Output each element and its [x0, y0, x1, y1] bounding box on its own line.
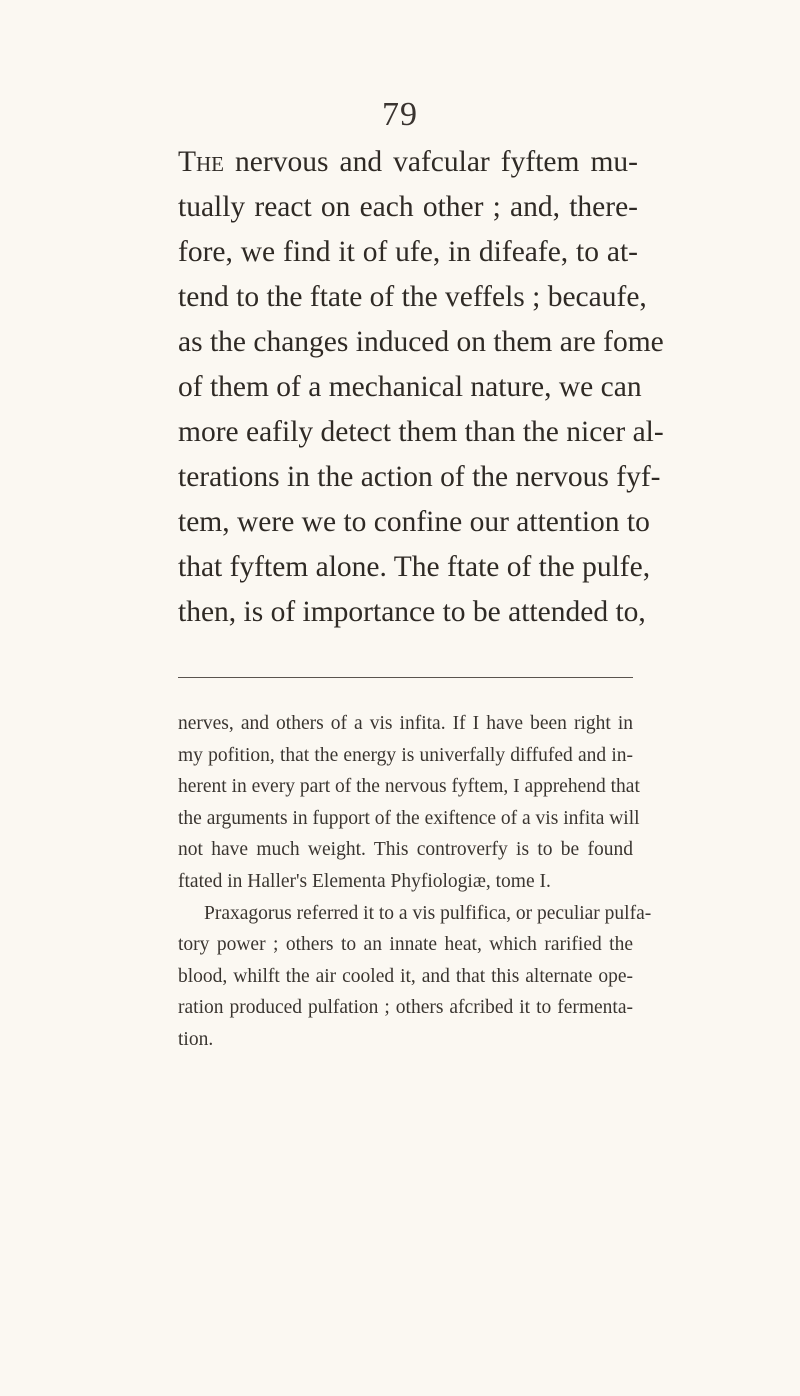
footnote-line: ration produced pulfation ; others afcribed it to fermenta-	[178, 997, 633, 1019]
body-line: that fyftem alone. The ftate of the pulfe,	[178, 551, 651, 583]
body-line: more eafily detect them than the nicer al-	[178, 416, 664, 448]
footnote-line: tory power ; others to an innate heat, which rarified the	[178, 934, 633, 956]
footnote-line: ftated in Haller's Elementa Phyfiologiæ, tome I.	[178, 870, 551, 892]
footnote-line: herent in every part of the nervous fyftem, I apprehend that	[178, 776, 640, 798]
footnote-line: tion.	[178, 1028, 214, 1050]
body-line: of them of a mechanical nature, we can	[178, 371, 642, 403]
body-line: tem, were we to confine our attention to	[178, 506, 650, 538]
footnote-line: my pofition, that the energy is univerfally diffufed and in-	[178, 744, 633, 766]
footnote-line: the arguments in fupport of the exiftence of a vis infita will	[178, 807, 640, 829]
page-number: 79	[382, 96, 418, 133]
main-paragraph	[178, 140, 664, 635]
body-line	[178, 140, 638, 185]
footnote-separator-rule	[178, 677, 633, 678]
body-line-text: nervous and vafcular fyftem mu-	[224, 146, 638, 178]
opening-word: The	[178, 146, 225, 178]
body-line: terations in the action of the nervous fyf-	[178, 461, 661, 493]
body-line: then, is of importance to be attended to,	[178, 596, 646, 628]
footnote-line: Praxagorus referred it to a vis pulfifica, or peculiar pulfa-	[204, 902, 652, 924]
footnote-line: blood, whilft the air cooled it, and that this alternate ope-	[178, 965, 633, 987]
body-line: tually react on each other ; and, there-	[178, 191, 638, 223]
footnote-line: not have much weight. This controverfy is to be found	[178, 839, 633, 861]
body-line: tend to the ftate of the veffels ; becaufe,	[178, 281, 647, 313]
body-line: fore, we find it of ufe, in difeafe, to at-	[178, 236, 638, 268]
footnote-line: nerves, and others of a vis infita. If I have been right in	[178, 713, 633, 734]
body-line: as the changes induced on them are fome	[178, 326, 664, 358]
footnote	[178, 708, 652, 1056]
